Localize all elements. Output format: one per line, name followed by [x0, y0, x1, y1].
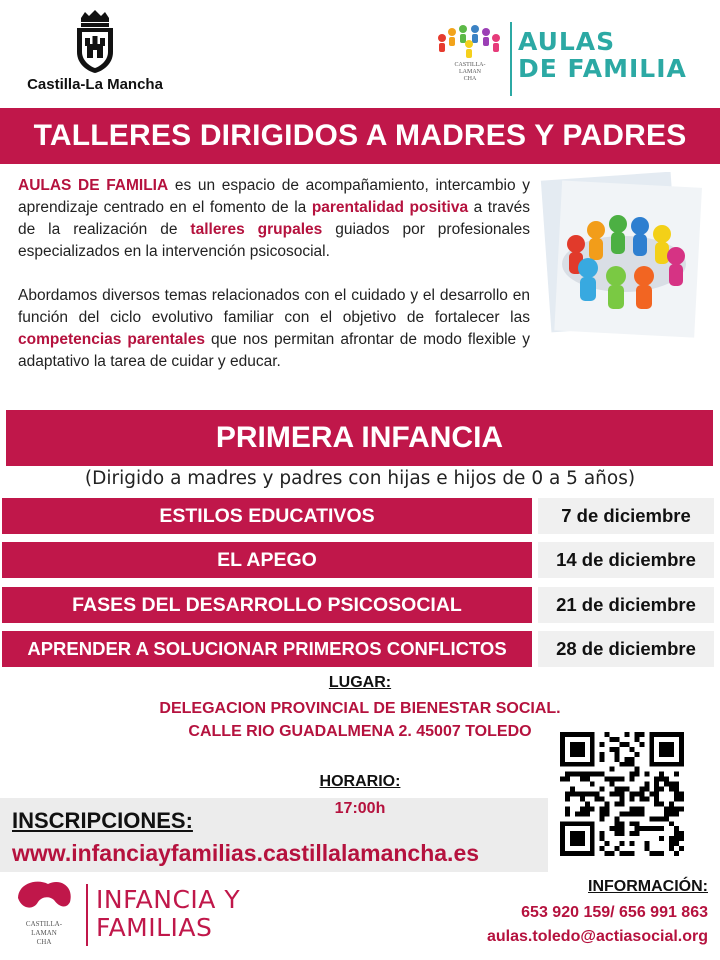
session-date: 7 de diciembre	[538, 498, 714, 534]
session-date: 21 de diciembre	[538, 587, 714, 623]
region-name: Castilla-La Mancha	[27, 76, 163, 93]
page-title: TALLERES DIRIGIDOS A MADRES Y PADRES	[33, 119, 687, 152]
body-text: que nos permitan afrontar de modo flexible y adaptativo la tarea de cuidar y educar.	[18, 331, 530, 370]
session-row	[2, 631, 720, 667]
info-phone[interactable]: 653 920 159/ 656 991 863	[521, 904, 708, 921]
info-email[interactable]: aulas.toledo@actiasocial.org	[487, 928, 708, 945]
intro-text	[18, 175, 530, 373]
highlight-text: parentalidad positiva	[311, 199, 469, 216]
section-subtitle: (Dirigido a madres y padres con hijas e hijos de 0 a 5 años)	[84, 468, 636, 489]
seal-text-3: CHA	[463, 76, 477, 82]
svg-text:LAMAN: LAMAN	[31, 929, 57, 937]
highlight-text: competencias parentales	[18, 331, 205, 348]
title-band	[0, 108, 720, 164]
body-text: a través de la realización de	[18, 199, 530, 238]
inscripciones-link[interactable]: www.infanciayfamilias.castillalamancha.es	[12, 840, 480, 866]
program-name-line1: AULAS	[518, 27, 616, 56]
children-figures-photo	[536, 172, 706, 342]
children-circle-icon	[430, 22, 510, 62]
infancia-brand	[96, 886, 240, 942]
infancia-y-familias-logo	[4, 876, 254, 956]
coat-of-arms-icon	[73, 8, 117, 74]
svg-text:CASTILLA-: CASTILLA-	[25, 920, 63, 928]
lugar-line-1: DELEGACION PROVINCIAL DE BIENESTAR SOCIAL.	[159, 700, 561, 717]
regional-seal	[444, 62, 496, 83]
session-title: ESTILOS EDUCATIVOS	[2, 498, 532, 534]
body-text: es un espacio de acompañamiento, intercambio y aprendizaje centrado en el fomento de la	[18, 177, 530, 216]
session-row	[2, 542, 720, 578]
primera-infancia-band	[6, 410, 713, 466]
aulas-de-familia-logo	[430, 18, 700, 98]
horario-label: HORARIO:	[319, 773, 401, 790]
qr-code-icon[interactable]	[560, 732, 684, 856]
body-text: Abordamos diversos temas relacionados con el cuidado y el desarrollo en función del ciclo evolutivo familiar con el objetivo de fortalecer las	[18, 287, 530, 326]
seal-text-2: LAMAN	[459, 69, 481, 75]
body-text: guiados por profesionales especializados en la intervención psicosocial.	[18, 221, 530, 260]
lugar-line-2: CALLE RIO GUADALMENA 2. 45007 TOLEDO	[188, 723, 532, 740]
regional-seal-icon	[8, 876, 80, 956]
seal-text-1: CASTILLA-	[454, 62, 486, 68]
intro-paragraph-2	[18, 285, 530, 373]
svg-text:CHA: CHA	[36, 938, 52, 946]
info-label: INFORMACIÓN:	[588, 878, 708, 895]
castilla-la-mancha-logo	[20, 8, 170, 100]
session-date: 14 de diciembre	[538, 542, 714, 578]
inscripciones-label: INSCRIPCIONES:	[12, 808, 193, 833]
program-name	[518, 28, 687, 82]
brand-line-1: INFANCIA Y	[96, 885, 241, 914]
program-name-line2: DE FAMILIA	[518, 54, 687, 83]
highlight-text: AULAS DE FAMILIA	[18, 177, 169, 194]
contact-info	[408, 878, 708, 946]
session-date: 28 de diciembre	[538, 631, 714, 667]
session-title: FASES DEL DESARROLLO PSICOSOCIAL	[2, 587, 532, 623]
highlight-text: talleres grupales	[190, 221, 323, 238]
lugar-label: LUGAR:	[328, 674, 392, 691]
logo-divider	[510, 22, 512, 96]
brand-line-2: FAMILIAS	[96, 913, 213, 942]
horario-time: 17:00h	[334, 800, 386, 817]
session-row	[2, 587, 720, 623]
session-title: APRENDER A SOLUCIONAR PRIMEROS CONFLICTOS	[2, 631, 532, 667]
lugar-address	[118, 697, 602, 743]
session-row	[2, 498, 720, 534]
section-title: PRIMERA INFANCIA	[215, 421, 504, 454]
logo-divider	[86, 884, 88, 946]
session-title: EL APEGO	[2, 542, 532, 578]
intro-paragraph-1	[18, 175, 530, 263]
